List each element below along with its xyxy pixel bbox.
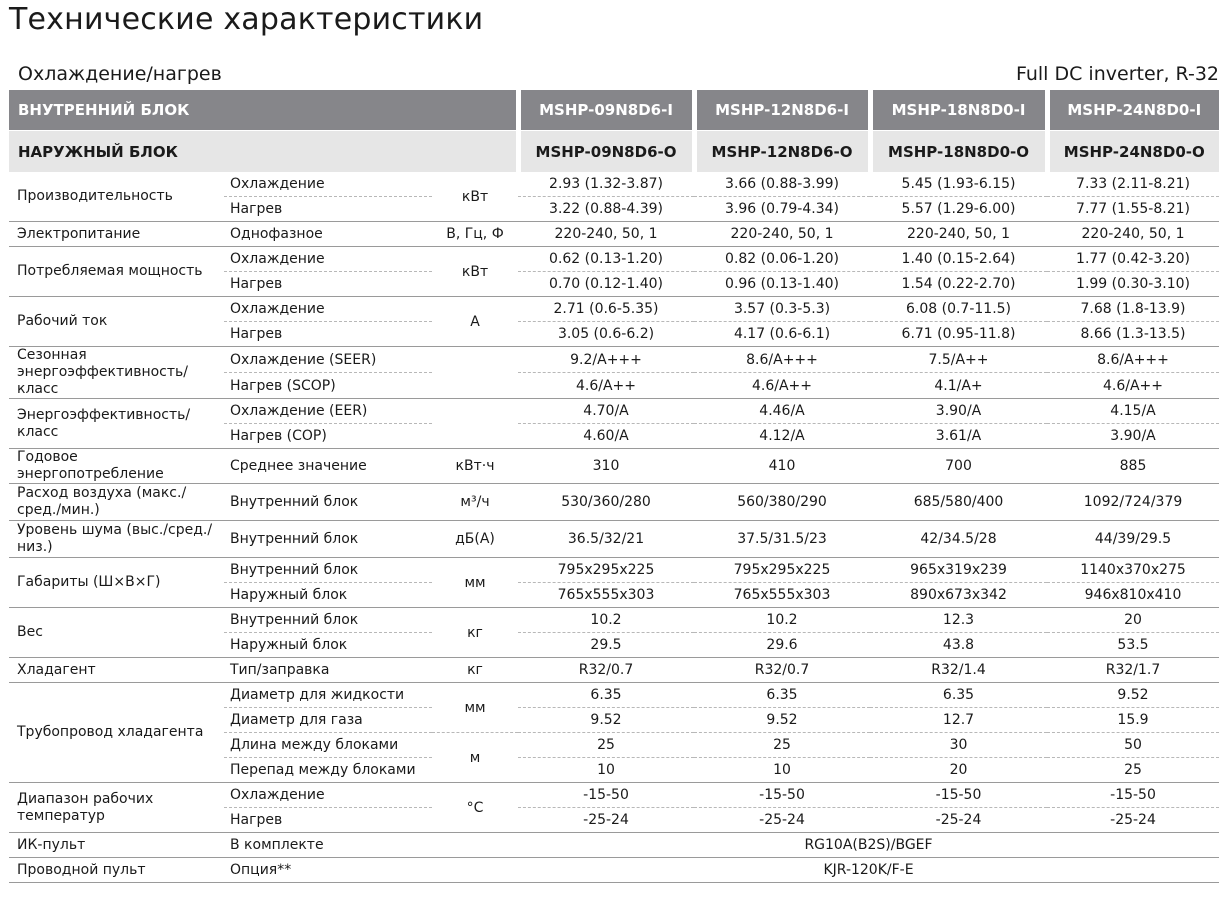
spec-value: 1.40 (0.15-2.64) <box>870 247 1047 272</box>
sub-param-label: Охлаждение <box>224 247 432 272</box>
unit-label: мм <box>432 683 518 733</box>
spec-value: 3.57 (0.3-5.3) <box>694 297 870 322</box>
sub-param-label: Нагрев (SCOP) <box>224 373 432 399</box>
outdoor-model: MSHP-09N8D6-O <box>518 131 694 173</box>
spec-value: 20 <box>1047 608 1219 633</box>
param-label: Годовое энергопотребление <box>9 449 224 484</box>
indoor-model: MSHP-12N8D6-I <box>694 90 870 131</box>
indoor-model: MSHP-24N8D0-I <box>1047 90 1219 131</box>
sub-param-label: Нагрев (COP) <box>224 424 432 449</box>
outdoor-model: MSHP-18N8D0-O <box>870 131 1047 173</box>
unit-label <box>432 858 518 883</box>
sub-param-label: Диаметр для жидкости <box>224 683 432 708</box>
spec-value: 5.45 (1.93-6.15) <box>870 172 1047 197</box>
spec-value: 0.82 (0.06-1.20) <box>694 247 870 272</box>
spec-value: 30 <box>870 733 1047 758</box>
spec-value: 3.96 (0.79-4.34) <box>694 197 870 222</box>
spec-value: 410 <box>694 449 870 484</box>
indoor-header-row <box>9 90 1219 131</box>
sub-param-label: В комплекте <box>224 833 432 858</box>
spec-value: 7.68 (1.8-13.9) <box>1047 297 1219 322</box>
sub-param-label: Диаметр для газа <box>224 708 432 733</box>
outdoor-header-row <box>9 131 1219 173</box>
param-label: Энергоэффективность/ класс <box>9 399 224 449</box>
sub-param-label: Нагрев <box>224 808 432 833</box>
spec-value: 12.3 <box>870 608 1047 633</box>
spec-value: 4.1/A+ <box>870 373 1047 399</box>
spec-value: 7.33 (2.11-8.21) <box>1047 172 1219 197</box>
outdoor-label: НАРУЖНЫЙ БЛОК <box>9 131 518 173</box>
spec-value: R32/0.7 <box>694 658 870 683</box>
sub-param-label: Охлаждение <box>224 783 432 808</box>
spec-row <box>9 658 1219 683</box>
inverter-subtitle: Full DC inverter, R-32 <box>1015 63 1219 85</box>
spec-value: 6.35 <box>694 683 870 708</box>
spec-row <box>9 297 1219 322</box>
spec-row <box>9 683 1219 708</box>
param-label: Хладагент <box>9 658 224 683</box>
sub-param-label: Внутренний блок <box>224 558 432 583</box>
param-label: Проводной пульт <box>9 858 224 883</box>
param-label: Вес <box>9 608 224 658</box>
spec-value: 12.7 <box>870 708 1047 733</box>
spec-value: -25-24 <box>1047 808 1219 833</box>
spec-value: 3.61/A <box>870 424 1047 449</box>
page-title: Технические характеристики <box>9 2 484 37</box>
spec-value: R32/0.7 <box>518 658 694 683</box>
spec-value: -15-50 <box>518 783 694 808</box>
sub-param-label: Внутренний блок <box>224 484 432 521</box>
spec-value: 4.70/A <box>518 399 694 424</box>
spec-row <box>9 399 1219 424</box>
spec-value: KJR-120K/F-E <box>518 858 1219 883</box>
spec-value: 0.62 (0.13-1.20) <box>518 247 694 272</box>
spec-value: 890x673x342 <box>870 583 1047 608</box>
unit-label: м³/ч <box>432 484 518 521</box>
spec-value: 3.22 (0.88-4.39) <box>518 197 694 222</box>
spec-value: -25-24 <box>694 808 870 833</box>
unit-label: м <box>432 733 518 783</box>
spec-value: 3.05 (0.6-6.2) <box>518 322 694 347</box>
sub-param-label: Среднее значение <box>224 449 432 484</box>
spec-value: 3.90/A <box>870 399 1047 424</box>
param-label: Габариты (Ш×В×Г) <box>9 558 224 608</box>
spec-value: 3.66 (0.88-3.99) <box>694 172 870 197</box>
param-label: Сезонная энергоэффективность/ класс <box>9 347 224 399</box>
spec-value: 1.99 (0.30-3.10) <box>1047 272 1219 297</box>
outdoor-model: MSHP-24N8D0-O <box>1047 131 1219 173</box>
spec-value: 700 <box>870 449 1047 484</box>
spec-row <box>9 222 1219 247</box>
spec-value: 4.15/A <box>1047 399 1219 424</box>
sub-param-label: Внутренний блок <box>224 521 432 558</box>
spec-value: 6.71 (0.95-11.8) <box>870 322 1047 347</box>
unit-label: мм <box>432 558 518 608</box>
unit-label: В, Гц, Ф <box>432 222 518 247</box>
spec-value: 3.90/A <box>1047 424 1219 449</box>
spec-value: 10 <box>694 758 870 783</box>
spec-value: 310 <box>518 449 694 484</box>
spec-value: 885 <box>1047 449 1219 484</box>
sub-param-label: Перепад между блоками <box>224 758 432 783</box>
param-label: Рабочий ток <box>9 297 224 347</box>
sub-param-label: Внутренний блок <box>224 608 432 633</box>
spec-value: 220-240, 50, 1 <box>1047 222 1219 247</box>
spec-value: 25 <box>694 733 870 758</box>
spec-value: R32/1.4 <box>870 658 1047 683</box>
param-label: Электропитание <box>9 222 224 247</box>
spec-value: -25-24 <box>518 808 694 833</box>
spec-value: 9.2/A+++ <box>518 347 694 373</box>
spec-value: 2.71 (0.6-5.35) <box>518 297 694 322</box>
spec-value: 946x810x410 <box>1047 583 1219 608</box>
spec-row <box>9 558 1219 583</box>
spec-row <box>9 858 1219 883</box>
sub-param-label: Охлаждение (EER) <box>224 399 432 424</box>
spec-value: 9.52 <box>694 708 870 733</box>
sub-param-label: Охлаждение <box>224 172 432 197</box>
spec-value: -15-50 <box>694 783 870 808</box>
spec-value: 43.8 <box>870 633 1047 658</box>
unit-label: А <box>432 297 518 347</box>
spec-value: 7.77 (1.55-8.21) <box>1047 197 1219 222</box>
spec-value: 9.52 <box>1047 683 1219 708</box>
sub-param-label: Охлаждение <box>224 297 432 322</box>
spec-value: 9.52 <box>518 708 694 733</box>
spec-value: 25 <box>1047 758 1219 783</box>
sub-param-label: Охлаждение (SEER) <box>224 347 432 373</box>
spec-value: 4.6/A++ <box>1047 373 1219 399</box>
spec-value: 44/39/29.5 <box>1047 521 1219 558</box>
spec-value: 0.70 (0.12-1.40) <box>518 272 694 297</box>
spec-value: 10.2 <box>518 608 694 633</box>
unit-label: кг <box>432 658 518 683</box>
spec-value: 8.6/A+++ <box>1047 347 1219 373</box>
unit-label: дБ(А) <box>432 521 518 558</box>
spec-value: -15-50 <box>1047 783 1219 808</box>
param-label: Потребляемая мощность <box>9 247 224 297</box>
spec-value: 795x295x225 <box>518 558 694 583</box>
spec-value: -25-24 <box>870 808 1047 833</box>
spec-value: 220-240, 50, 1 <box>694 222 870 247</box>
sub-param-label: Нагрев <box>224 272 432 297</box>
spec-value: 765x555x303 <box>694 583 870 608</box>
spec-value: 25 <box>518 733 694 758</box>
spec-value: 6.08 (0.7-11.5) <box>870 297 1047 322</box>
spec-value: 7.5/A++ <box>870 347 1047 373</box>
spec-value: 685/580/400 <box>870 484 1047 521</box>
spec-value: 4.12/A <box>694 424 870 449</box>
spec-value: 29.5 <box>518 633 694 658</box>
indoor-model: MSHP-09N8D6-I <box>518 90 694 131</box>
unit-label: кВт·ч <box>432 449 518 484</box>
sub-param-label: Опция** <box>224 858 432 883</box>
spec-value: 4.46/A <box>694 399 870 424</box>
sub-param-label: Тип/заправка <box>224 658 432 683</box>
spec-value: RG10A(B2S)/BGEF <box>518 833 1219 858</box>
spec-value: 1.77 (0.42-3.20) <box>1047 247 1219 272</box>
spec-value: 50 <box>1047 733 1219 758</box>
param-label: Производительность <box>9 172 224 222</box>
spec-value: 530/360/280 <box>518 484 694 521</box>
indoor-model: MSHP-18N8D0-I <box>870 90 1047 131</box>
indoor-label: ВНУТРЕННИЙ БЛОК <box>9 90 518 131</box>
spec-row <box>9 449 1219 484</box>
spec-value: 965x319x239 <box>870 558 1047 583</box>
spec-value: 10.2 <box>694 608 870 633</box>
spec-value: 1140x370x275 <box>1047 558 1219 583</box>
sub-param-label: Наружный блок <box>224 583 432 608</box>
spec-value: 2.93 (1.32-3.87) <box>518 172 694 197</box>
spec-value: 795x295x225 <box>694 558 870 583</box>
param-label: Уровень шума (выс./сред./низ.) <box>9 521 224 558</box>
sub-param-label: Нагрев <box>224 322 432 347</box>
spec-value: 1092/724/379 <box>1047 484 1219 521</box>
unit-label: кг <box>432 608 518 658</box>
spec-value: 15.9 <box>1047 708 1219 733</box>
spec-value: 10 <box>518 758 694 783</box>
spec-row <box>9 247 1219 272</box>
unit-label: кВт <box>432 247 518 297</box>
unit-label <box>432 833 518 858</box>
sub-param-label: Длина между блоками <box>224 733 432 758</box>
spec-value: 0.96 (0.13-1.40) <box>694 272 870 297</box>
spec-value: 765x555x303 <box>518 583 694 608</box>
spec-row <box>9 484 1219 521</box>
sub-param-label: Нагрев <box>224 197 432 222</box>
spec-value: 4.60/A <box>518 424 694 449</box>
spec-value: 29.6 <box>694 633 870 658</box>
unit-label: °C <box>432 783 518 833</box>
mode-subtitle: Охлаждение/нагрев <box>18 63 222 85</box>
spec-value: R32/1.7 <box>1047 658 1219 683</box>
spec-row <box>9 783 1219 808</box>
spec-value: 4.17 (0.6-6.1) <box>694 322 870 347</box>
spec-value: 1.54 (0.22-2.70) <box>870 272 1047 297</box>
spec-value: 8.66 (1.3-13.5) <box>1047 322 1219 347</box>
spec-row <box>9 608 1219 633</box>
outdoor-model: MSHP-12N8D6-O <box>694 131 870 173</box>
spec-value: 220-240, 50, 1 <box>518 222 694 247</box>
spec-value: 4.6/A++ <box>518 373 694 399</box>
spec-value: 42/34.5/28 <box>870 521 1047 558</box>
spec-value: 37.5/31.5/23 <box>694 521 870 558</box>
spec-value: 4.6/A++ <box>694 373 870 399</box>
sub-param-label: Однофазное <box>224 222 432 247</box>
spec-value: 53.5 <box>1047 633 1219 658</box>
spec-value: 6.35 <box>518 683 694 708</box>
param-label: Трубопровод хладагента <box>9 683 224 783</box>
spec-value: 560/380/290 <box>694 484 870 521</box>
spec-value: 5.57 (1.29-6.00) <box>870 197 1047 222</box>
unit-label: кВт <box>432 172 518 222</box>
param-label: Расход воздуха (макс./сред./мин.) <box>9 484 224 521</box>
param-label: ИК-пульт <box>9 833 224 858</box>
spec-row <box>9 521 1219 558</box>
specs-table <box>9 90 1219 883</box>
spec-row <box>9 172 1219 197</box>
spec-value: -15-50 <box>870 783 1047 808</box>
unit-label <box>432 347 518 399</box>
param-label: Диапазон рабочих температур <box>9 783 224 833</box>
spec-value: 36.5/32/21 <box>518 521 694 558</box>
unit-label <box>432 399 518 449</box>
spec-row <box>9 347 1219 373</box>
spec-value: 20 <box>870 758 1047 783</box>
spec-row <box>9 833 1219 858</box>
spec-value: 220-240, 50, 1 <box>870 222 1047 247</box>
sub-param-label: Наружный блок <box>224 633 432 658</box>
spec-value: 8.6/A+++ <box>694 347 870 373</box>
spec-value: 6.35 <box>870 683 1047 708</box>
